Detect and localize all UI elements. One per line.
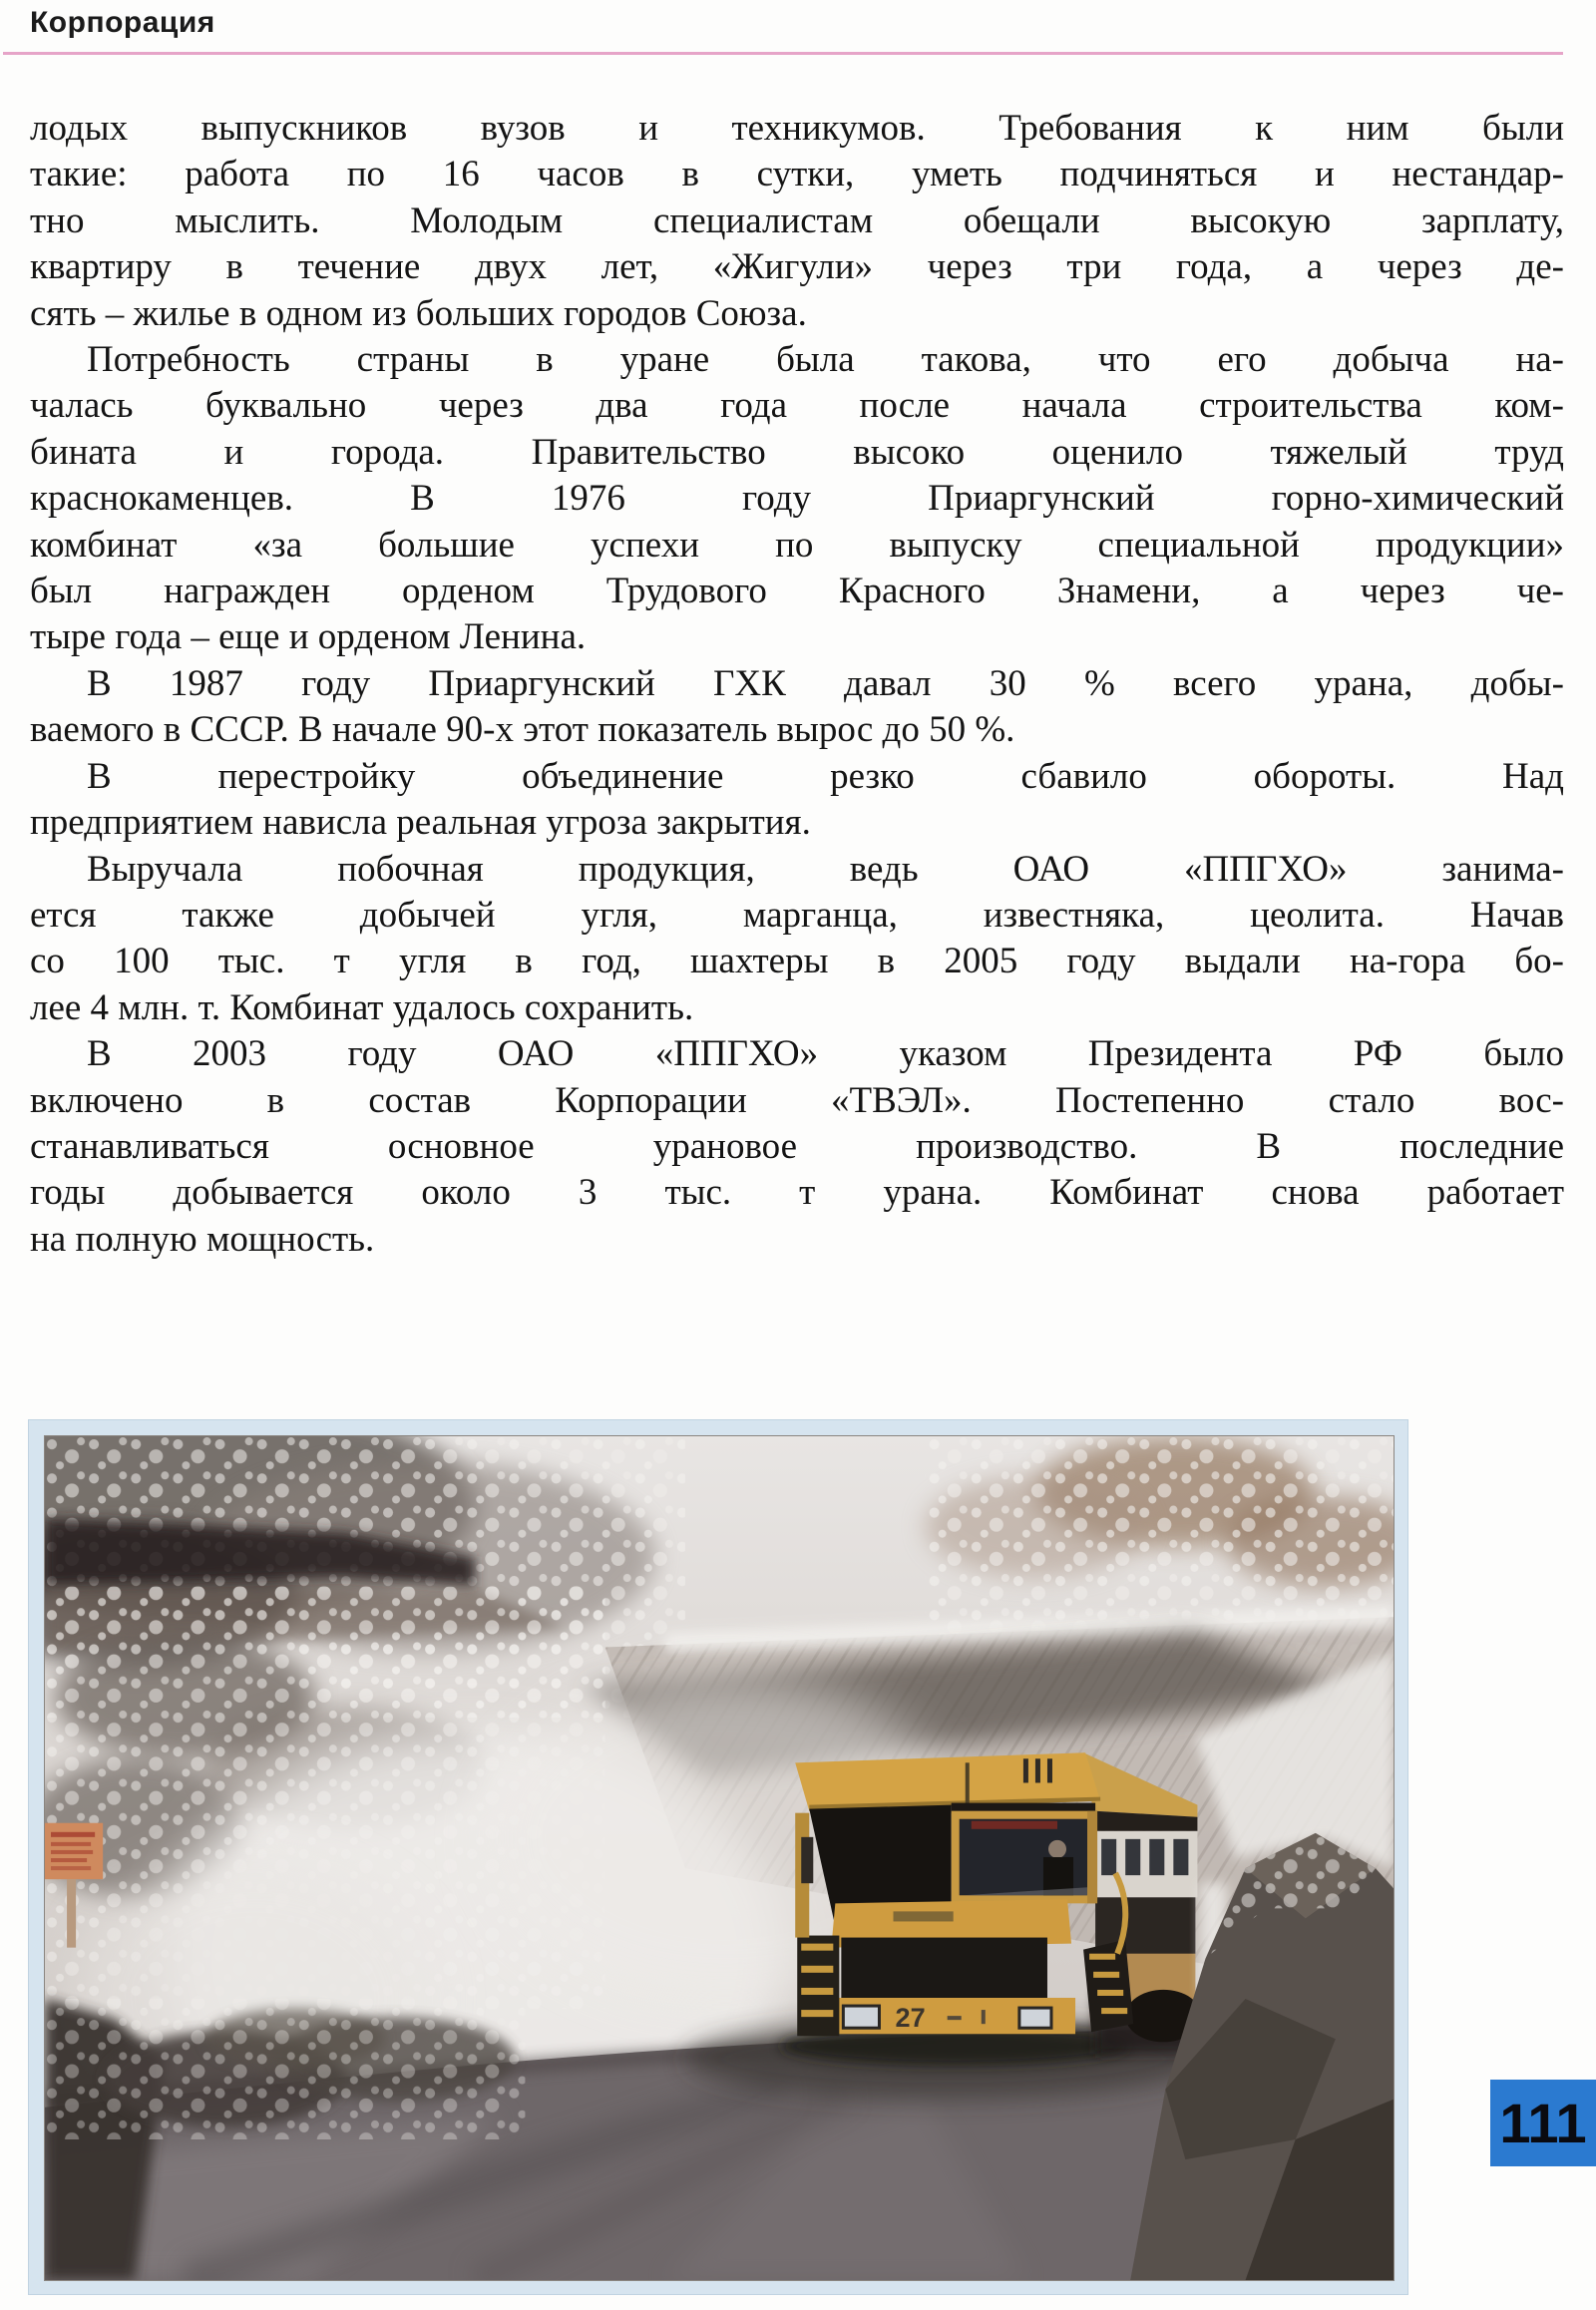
headlight-right	[1019, 2008, 1051, 2028]
text-line: предприятием нависла реальная угроза закрытия.	[30, 802, 811, 844]
text-line: тыре года – еще и орденом Ленина.	[30, 616, 587, 658]
text-line: был награжден орденом Трудового Красного Знамени, а через че-	[30, 571, 1564, 612]
text-line: краснокаменцев. В 1976 году Приаргунский горно-химический	[30, 478, 1564, 520]
text-line: включено в состав Корпорации «ТВЭЛ». Постепенно стало вос-	[30, 1079, 1564, 1121]
side-mirror	[801, 1837, 813, 1883]
text-line: Выручала побочная продукция, ведь ОАО «ППГХО» занима-	[87, 848, 1564, 890]
driver	[1048, 1840, 1066, 1858]
text-line: лодых выпускников вузов и техникумов. Требования к ним были	[30, 108, 1564, 149]
text-line: годы добывается около 3 тыс. т урана. Комбинат снова работает	[30, 1172, 1564, 1214]
exhaust-pipe	[966, 1762, 970, 1808]
text-line: комбинат «за большие успехи по выпуску специальной продукции»	[30, 524, 1564, 566]
page-number: 111	[1499, 2092, 1587, 2154]
paragraph	[30, 106, 1564, 337]
truck-dump-body-canopy	[795, 1752, 1100, 1810]
paragraph	[30, 754, 1564, 847]
text-line: станавливаться основное урановое производство. В последние	[30, 1125, 1564, 1167]
headlight-left	[843, 2006, 879, 2028]
running-header: Корпорация	[30, 6, 215, 39]
header-rule	[3, 52, 1563, 55]
truck-front-ladder	[797, 1936, 839, 2037]
truck-number: 27	[895, 2002, 926, 2034]
paragraph	[30, 1031, 1564, 1263]
paragraph	[30, 337, 1564, 661]
photo-frame	[28, 1419, 1408, 2295]
text-line: сять – жилье в одном из больших городов Союза.	[30, 292, 807, 334]
truck-cab	[952, 1811, 1097, 1904]
paragraph	[30, 847, 1564, 1032]
text-line: ется также добычей угля, марганца, известняка, цеолита. Начав	[30, 894, 1564, 936]
text-line: В 2003 году ОАО «ППГХО» указом Президента РФ было	[87, 1033, 1564, 1075]
text-line: на полную мощность.	[30, 1218, 375, 1260]
truck-bumper	[823, 1998, 1075, 2034]
text-line: бината и города. Правительство высоко оценило тяжелый труд	[30, 431, 1564, 473]
paragraph	[30, 661, 1564, 754]
page-number-badge	[1490, 2080, 1596, 2166]
text-line: В 1987 году Приаргунский ГХК давал 30 % всего урана, добы-	[87, 662, 1564, 704]
text-line: со 100 тыс. т угля в год, шахтеры в 2005 году выдали на-гора бо-	[30, 941, 1564, 982]
body-text	[30, 106, 1564, 1263]
text-line: квартиру в течение двух лет, «Жигули» через три года, а через де-	[30, 246, 1564, 288]
mining-truck	[780, 1752, 1201, 2066]
text-line: лее 4 млн. т. Комбинат удалось сохранить.	[30, 986, 694, 1028]
text-line: такие: работа по 16 часов в сутки, уметь подчиняться и нестандар-	[30, 154, 1564, 195]
text-line: ваемого в СССР. В начале 90-х этот показатель вырос до 50 %.	[30, 709, 1015, 751]
mining-truck-photo	[44, 1435, 1395, 2281]
text-line: тно мыслить. Молодым специалистам обещали высокую зарплату,	[30, 199, 1564, 241]
text-line: чалась буквально через два года после начала строительства ком-	[30, 385, 1564, 427]
truck-grille	[841, 1938, 1047, 2000]
text-line: В перестройку объединение резко сбавило обороты. Над	[87, 755, 1564, 797]
text-line: Потребность страны в уране была такова, что его добыча на-	[87, 339, 1564, 381]
